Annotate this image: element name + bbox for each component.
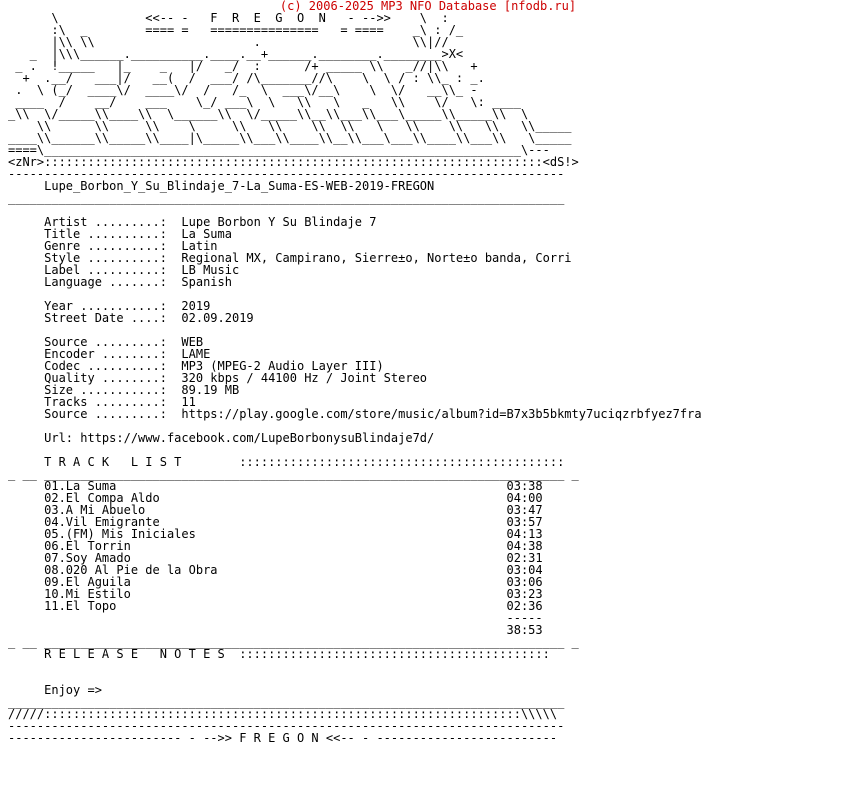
nfo-line: Encoder ........: LAME xyxy=(8,347,211,361)
nfo-line: 08.020 Al Pie de la Obra 03:04 xyxy=(8,563,543,577)
nfo-line: <zNr>:::::::::::::::::::::::::::::::::::::::::::::::::::::::::::::::::::::<dS!> xyxy=(8,155,579,169)
nfo-line: _ . !_____ |_ _ |/ _/ : /+ _____ \\ _//|\\ + xyxy=(8,59,478,73)
nfo-line: Size ...........: 89.19 MB xyxy=(8,383,240,397)
nfo-line: 05.(FM) Mis Iniciales 04:13 xyxy=(8,527,543,541)
nfo-line: /////::::::::::::::::::::::::::::::::::::::::::::::::::::::::::::::::::\\\\\ xyxy=(8,707,558,721)
nfo-line: :\ _ ==== = =============== = ==== _\ : /_ xyxy=(8,23,464,37)
nfodb-copyright-header: (c) 2006-2025 MP3 NFO Database [nfodb.ru] xyxy=(279,0,577,13)
nfo-line: 04.Vil Emigrante 03:57 xyxy=(8,515,543,529)
nfo-line xyxy=(8,672,702,684)
nfo-line: ----------------------------------------------------------------------------- xyxy=(8,167,565,181)
nfo-line: R E L E A S E N O T E S ::::::::::::::::::::::::::::::::::::::::::: xyxy=(8,647,550,661)
nfo-line: 09.El Aguila 03:06 xyxy=(8,575,543,589)
nfo-line: Lupe_Borbon_Y_Su_Blindaje_7-La_Suma-ES-WEB-2019-FREGON xyxy=(8,179,435,193)
nfo-line: T R A C K L I S T ::::::::::::::::::::::::::::::::::::::::::::: xyxy=(8,455,565,469)
nfo-line: _\\ \/_____\\____\\ \______\\ \/_____\\__\\___\\___\_____\\_____\\ \ xyxy=(8,107,529,121)
nfo-line: ----------------------------------------------------------------------------- xyxy=(8,719,565,733)
nfo-line xyxy=(8,660,702,672)
nfo-line: ____ / __/ ___ \_/ ___\ \ \\ \ _ \\ \/ \: ____ xyxy=(8,95,521,109)
nfo-line: 06.El Torrin 04:38 xyxy=(8,539,543,553)
nfo-line: . \ (_/ ____\/ ____\/ / /_ \ ___\/__\ \ \/ __\\_ - xyxy=(8,83,478,97)
nfo-line: Codec ..........: MP3 (MPEG-2 Audio Layer III) xyxy=(8,359,384,373)
nfo-line: Style ..........: Regional MX, Campirano, Sierre±o, Norte±o banda, Corri xyxy=(8,251,572,265)
nfo-line: ====\__________________________________________________________________\--- xyxy=(8,143,550,157)
nfo-line: Language .......: Spanish xyxy=(8,275,232,289)
nfo-line: ____\\______\\_____\\____|\_____\\___\\____\\__\\___\___\\____\\___\\ \_____ xyxy=(8,131,572,145)
nfo-line: 11.El Topo 02:36 xyxy=(8,599,543,613)
nfo-line: Source .........: WEB xyxy=(8,335,204,349)
nfo-line: _ |\\\______.__________.____.__+______.________.________>X< xyxy=(8,47,464,61)
nfo-line: Url: https://www.facebook.com/LupeBorbonysuBlindaje7d/ xyxy=(8,431,435,445)
nfo-line: 38:53 xyxy=(8,623,543,637)
nfo-line: Quality ........: 320 kbps / 44100 Hz / Joint Stereo xyxy=(8,371,428,385)
nfo-line: Tracks .........: 11 xyxy=(8,395,196,409)
nfo-line: Artist .........: Lupe Borbon Y Su Blindaje 7 xyxy=(8,215,377,229)
nfo-line: Enjoy => xyxy=(8,683,102,697)
nfo-line: 02.El Compa Aldo 04:00 xyxy=(8,491,543,505)
nfo-line: _ __ ________________________________________________________________________ _ xyxy=(8,467,579,481)
nfo-line: ------------------------ - -->> F R E G O N <<-- - ------------------------- xyxy=(8,731,558,745)
nfo-line: Source .........: https://play.google.com/store/music/album?id=B7x3b5bkmty7uciqzrbfyez7fra xyxy=(8,407,702,421)
nfo-line: \ <<-- - F R E G O N - -->> \ : xyxy=(8,11,449,25)
nfo-line: Label ..........: LB Music xyxy=(8,263,240,277)
nfo-line: 03.A Mi Abuelo 03:47 xyxy=(8,503,543,517)
nfo-line: + .__/ ___|/ __( / ___/ /\_______//\ \ \ / : \\_ : _. xyxy=(8,71,485,85)
nfo-line: _____________________________________________________________________________ xyxy=(8,695,565,709)
nfo-line: _ __ ________________________________________________________________________ _ xyxy=(8,635,579,649)
nfo-line: |\\ \\ . \\|// xyxy=(8,35,449,49)
nfo-line: 07.Soy Amado 02:31 xyxy=(8,551,543,565)
nfo-line: 01.La Suma 03:38 xyxy=(8,479,543,493)
nfo-line: Street Date ....: 02.09.2019 xyxy=(8,311,254,325)
nfo-line: ----- xyxy=(8,611,543,625)
nfo-line: \\ \\ \\ \ \\ \\ \\ \\ \ \\ \\ \\ \\_____ xyxy=(8,119,572,133)
nfo-line: Genre ..........: Latin xyxy=(8,239,218,253)
nfo-line: Year ...........: 2019 xyxy=(8,299,211,313)
nfo-line: _____________________________________________________________________________ xyxy=(8,191,565,205)
nfo-line: 10.Mi Estilo 03:23 xyxy=(8,587,543,601)
nfo-line: Title ..........: La Suma xyxy=(8,227,232,241)
nfo-text-block xyxy=(8,12,702,744)
